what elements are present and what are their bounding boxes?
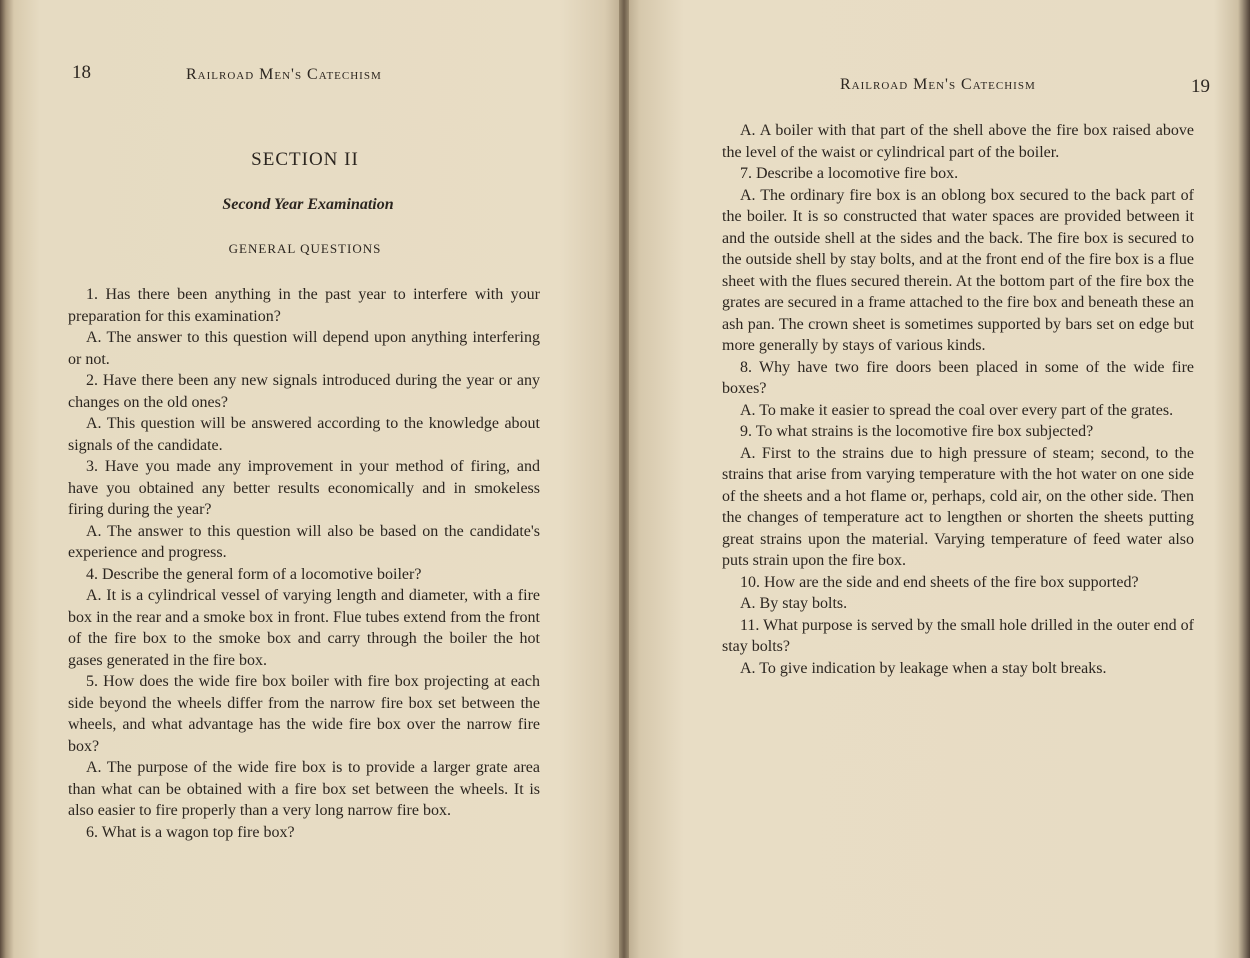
section-title: SECTION II bbox=[251, 149, 359, 170]
section-subtitle: Second Year Examination bbox=[222, 196, 394, 213]
paragraph: A. By stay bolts. bbox=[740, 595, 848, 612]
paragraph: A. First to the strains due to high pressure of steam; second, to the strains that arise from varying temperature with the hot water on one side of the sheets and a hot flame or, perhaps, cold air, on the other side. Then the changes of temperature act to lengthen or shorten the sheets putting great strains upon the material. Varying temperature of feed water also puts strain upon the fire box. bbox=[722, 444, 1194, 569]
paragraph: A. This question will be answered according to the knowledge about signals of the candidate. bbox=[68, 415, 540, 454]
paragraph: 7. Describe a locomotive fire box. bbox=[740, 165, 959, 182]
right-page bbox=[624, 0, 1250, 958]
left-page bbox=[0, 0, 624, 958]
paragraph: A. The answer to this question will depend upon anything interfering or not. bbox=[68, 329, 540, 368]
paragraph: 11. What purpose is served by the small hole drilled in the outer end of stay bolts? bbox=[722, 616, 1194, 655]
left-running-header: Railroad Men's Catechism bbox=[186, 66, 382, 83]
right-page-number: 19 bbox=[1191, 76, 1210, 97]
paragraph: 8. Why have two fire doors been placed in some of the wide fire boxes? bbox=[722, 358, 1194, 397]
paragraph: A. To make it easier to spread the coal over every part of the grates. bbox=[740, 401, 1174, 419]
left-page-body bbox=[68, 284, 540, 843]
section-subheading: GENERAL QUESTIONS bbox=[228, 241, 382, 256]
paragraph: 5. How does the wide fire box boiler with fire box projecting at each side beyond the wheels differ from the narrow fire box set between the wheels, and what advantage has the wide fire box over the narrow fire box? bbox=[68, 673, 540, 755]
paragraph: 6. What is a wagon top fire box? bbox=[86, 823, 295, 841]
right-page-body bbox=[722, 120, 1194, 679]
paragraph: A. A boiler with that part of the shell above the fire box raised above the level of the waist or cylindrical part of the boiler. bbox=[722, 122, 1194, 161]
book-gutter bbox=[619, 0, 629, 958]
paragraph: A. To give indication by leakage when a stay bolt breaks. bbox=[740, 659, 1107, 677]
paragraph: A. The ordinary fire box is an oblong box secured to the back part of the boiler. It is so constructed that water spaces are provided between it and the outside shell at the sides and the back. The fire box is secured to the outside shell by stay bolts, and at the front end of the fire box is a flue sheet with the flues secured therein. At the bottom part of the fire box the grates are secured in a frame attached to the fire box and beneath these an ash pan. The crown sheet is sometimes supported by bars set on edge but more generally by stays of various kinds. bbox=[722, 186, 1194, 354]
paragraph: A. It is a cylindrical vessel of varying length and diameter, with a fire box in the rear and a smoke box in front. Flue tubes extend from the front of the fire box to the smoke box and carry through the boiler the hot gases generated in the fire box. bbox=[68, 587, 540, 669]
paragraph: A. The purpose of the wide fire box is to provide a larger grate area than what can be obtained with a fire box set between the wheels. It is also easier to fire properly than a very long narrow fire box. bbox=[68, 759, 540, 819]
paragraph: 2. Have there been any new signals introduced during the year or any changes on the old ones? bbox=[68, 372, 540, 411]
right-running-header: Railroad Men's Catechism bbox=[840, 76, 1036, 93]
paragraph: 10. How are the side and end sheets of the fire box supported? bbox=[740, 573, 1139, 591]
paragraph: 9. To what strains is the locomotive fire box subjected? bbox=[740, 423, 1094, 440]
left-page-number: 18 bbox=[72, 62, 91, 83]
paragraph: 4. Describe the general form of a locomotive boiler? bbox=[86, 565, 422, 583]
paragraph: A. The answer to this question will also be based on the candidate's experience and progress. bbox=[68, 522, 540, 561]
paragraph: 1. Has there been anything in the past year to interfere with your preparation for this examination? bbox=[68, 286, 540, 325]
paragraph: 3. Have you made any improvement in your method of firing, and have you obtained any better results economically and in smokeless firing during the year? bbox=[68, 458, 540, 518]
